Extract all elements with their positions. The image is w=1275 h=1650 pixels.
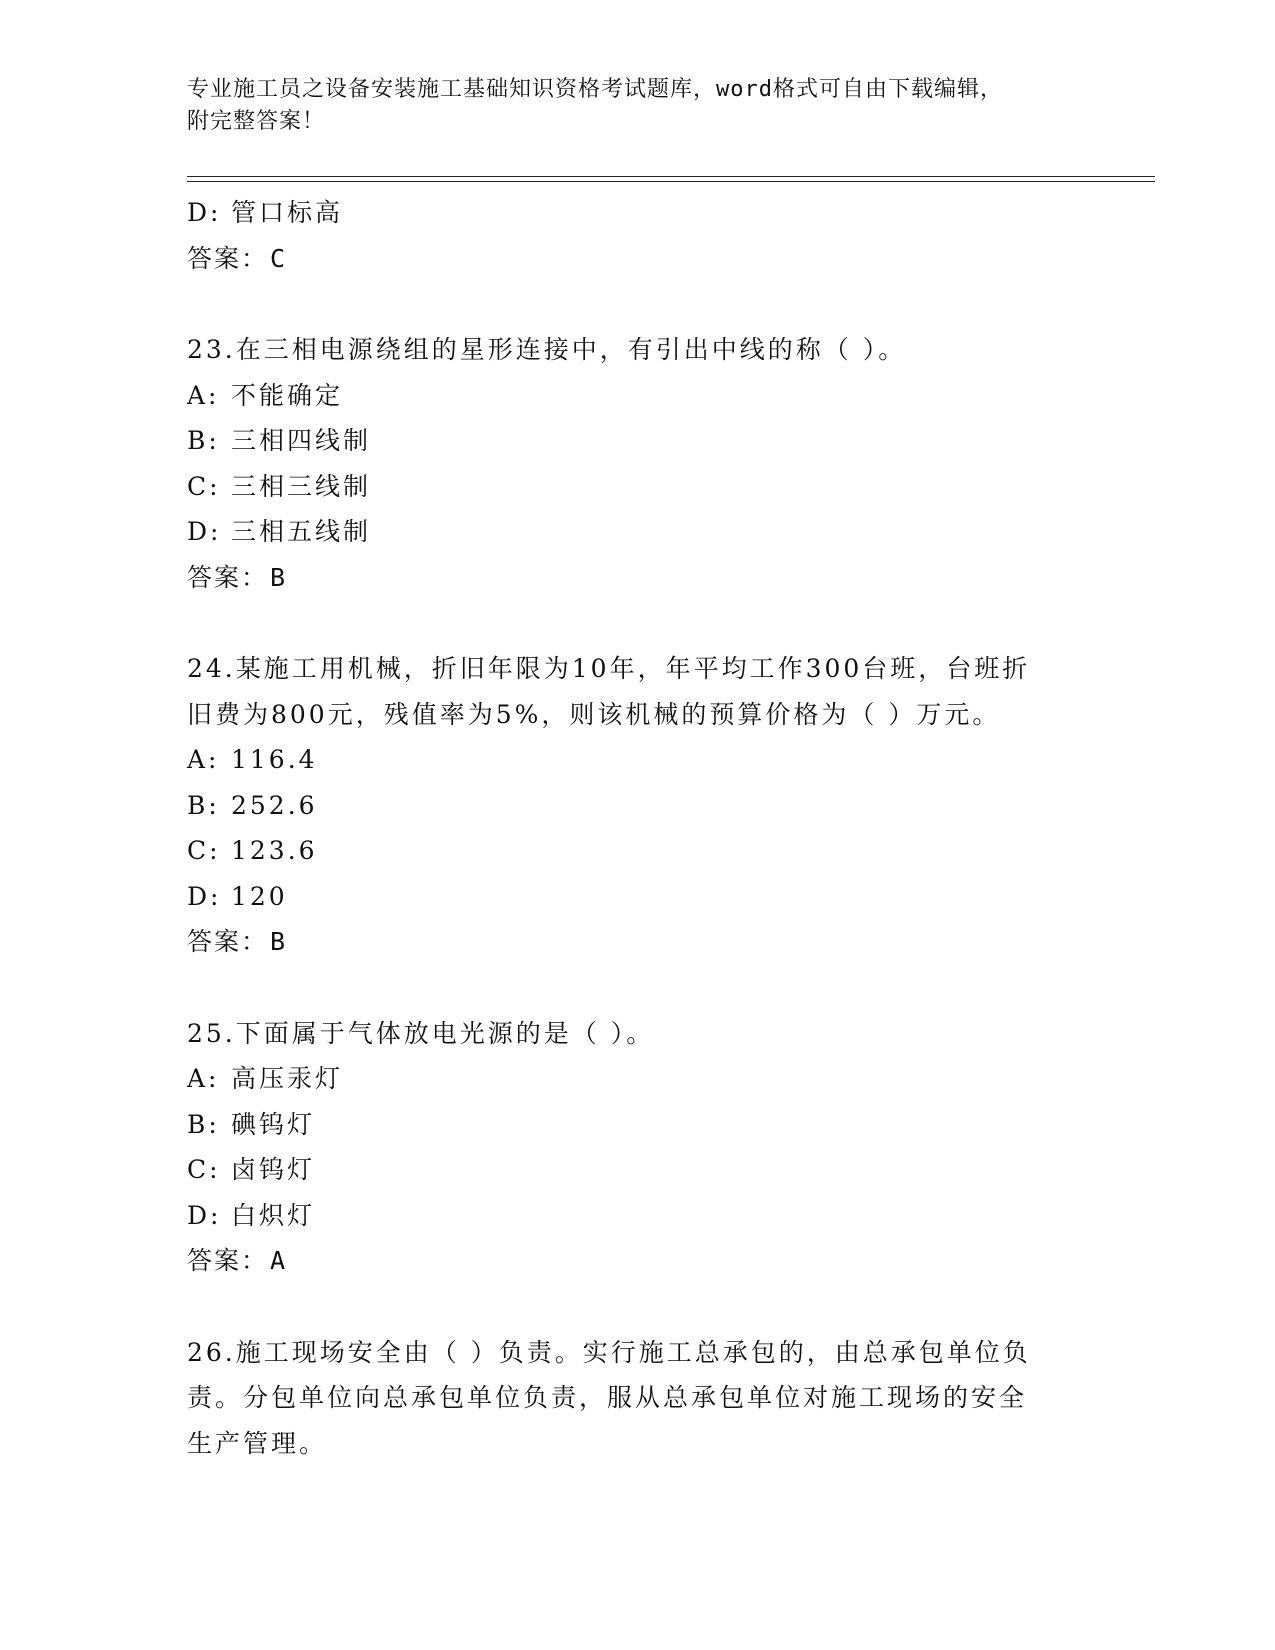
question-stem: 25.下面属于气体放电光源的是（ ）。 bbox=[187, 1018, 655, 1048]
option-label: B: bbox=[187, 1109, 220, 1139]
option-label: D: bbox=[187, 1200, 222, 1230]
answer-row bbox=[187, 1238, 1087, 1284]
answer-label: 答案： bbox=[187, 243, 269, 273]
question-stem: 责。分包单位向总承包单位负责，服从总承包单位对施工现场的安全 bbox=[187, 1383, 1028, 1412]
spacer bbox=[187, 965, 1087, 1011]
spacer bbox=[187, 1284, 1087, 1330]
option-row bbox=[187, 418, 1087, 464]
header-divider-top bbox=[187, 176, 1155, 177]
answer-value: A bbox=[270, 1246, 288, 1275]
option-label: C: bbox=[187, 1155, 221, 1184]
option-row bbox=[187, 464, 1087, 510]
option-text: 116.4 bbox=[231, 745, 318, 774]
option-label: B: bbox=[187, 790, 220, 820]
option-row bbox=[187, 1147, 1087, 1193]
option-label: C: bbox=[187, 836, 221, 865]
question-23 bbox=[187, 327, 1087, 600]
question-stem: 24.某施工用机械，折旧年限为10年，年平均工作300台班，台班折 bbox=[187, 654, 1031, 683]
header-title-line-2: 附完整答案！ bbox=[187, 109, 326, 134]
option-row bbox=[187, 509, 1087, 555]
question-stem: 旧费为800元，残值率为5%，则该机械的预算价格为（ ）万元。 bbox=[187, 699, 1001, 729]
option-row bbox=[187, 1193, 1087, 1239]
option-text: 252.6 bbox=[231, 790, 318, 820]
question-stem: 26.施工现场安全由（ ）负责。实行施工总承包的，由总承包单位负 bbox=[187, 1337, 1031, 1367]
option-label: B: bbox=[187, 426, 220, 455]
option-text: 123.6 bbox=[231, 836, 318, 865]
option-text: 卤钨灯 bbox=[231, 1155, 316, 1184]
option-row bbox=[187, 874, 1087, 920]
document-header bbox=[187, 74, 1087, 138]
option-text: 高压汞灯 bbox=[231, 1064, 344, 1093]
option-text: 碘钨灯 bbox=[231, 1109, 316, 1139]
option-row bbox=[187, 373, 1087, 419]
question-list bbox=[187, 190, 1087, 1466]
answer-label: 答案： bbox=[187, 562, 269, 592]
option-label: D: bbox=[187, 517, 222, 546]
option-label: D: bbox=[187, 881, 222, 911]
option-text: 120 bbox=[231, 881, 288, 911]
option-label: D: bbox=[187, 198, 222, 227]
answer-row bbox=[187, 919, 1087, 965]
option-text: 管口标高 bbox=[231, 198, 344, 227]
header-title-line-1: 专业施工员之设备安装施工基础知识资格考试题库，word格式可自由下载编辑， bbox=[187, 77, 1003, 102]
question-stem: 23.在三相电源绕组的星形连接中，有引出中线的称（ ）。 bbox=[187, 335, 907, 364]
spacer bbox=[187, 281, 1087, 327]
option-row bbox=[187, 190, 1087, 236]
option-label: A: bbox=[187, 745, 220, 774]
answer-row bbox=[187, 236, 1087, 282]
option-row bbox=[187, 1056, 1087, 1102]
option-label: A: bbox=[187, 380, 220, 410]
option-label: C: bbox=[187, 471, 221, 501]
question-25 bbox=[187, 1011, 1087, 1284]
answer-label: 答案： bbox=[187, 927, 269, 956]
option-text: 三相五线制 bbox=[231, 517, 372, 546]
option-text: 三相四线制 bbox=[231, 426, 372, 455]
header-divider-bottom bbox=[187, 181, 1155, 182]
option-row bbox=[187, 1102, 1087, 1148]
question-stem: 生产管理。 bbox=[187, 1428, 328, 1458]
option-row bbox=[187, 783, 1087, 829]
spacer bbox=[187, 600, 1087, 646]
option-text: 三相三线制 bbox=[231, 471, 372, 501]
previous-question-tail bbox=[187, 190, 1087, 281]
answer-value: B bbox=[270, 927, 288, 956]
option-row bbox=[187, 737, 1087, 783]
answer-value: C bbox=[270, 243, 288, 273]
question-24 bbox=[187, 646, 1087, 965]
option-label: A: bbox=[187, 1064, 220, 1093]
option-text: 不能确定 bbox=[231, 380, 344, 410]
answer-label: 答案： bbox=[187, 1246, 269, 1275]
option-row bbox=[187, 828, 1087, 874]
option-text: 白炽灯 bbox=[231, 1200, 316, 1230]
answer-row bbox=[187, 555, 1087, 601]
answer-value: B bbox=[270, 562, 288, 592]
question-26 bbox=[187, 1330, 1087, 1467]
